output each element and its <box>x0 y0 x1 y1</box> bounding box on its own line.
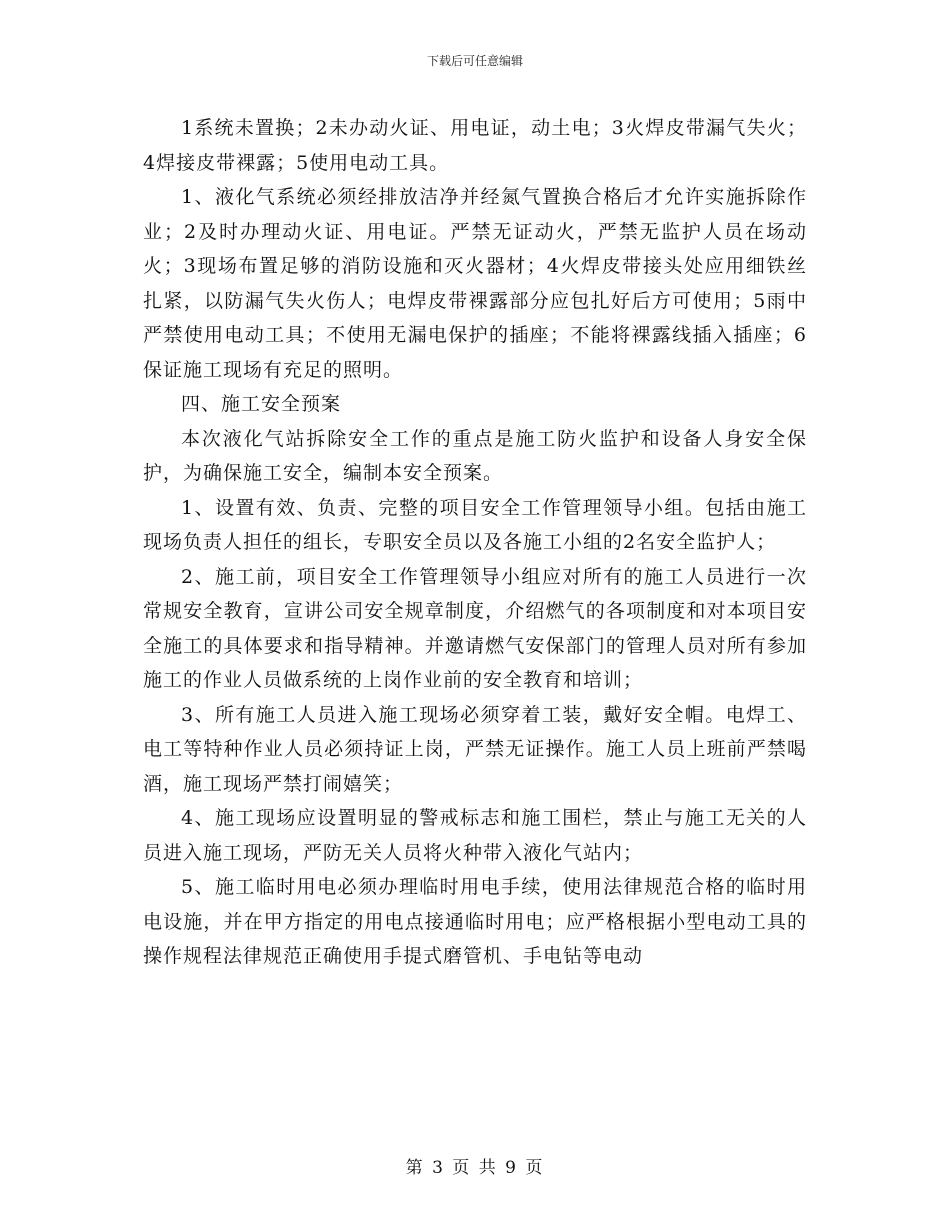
document-body <box>143 111 807 974</box>
paragraph-4: 1、设置有效、负责、完整的项目安全工作管理领导小组。包括由施工现场负责人担任的组长，专职安全员以及各施工小组的2名安全监护人； <box>143 496 807 553</box>
paragraph-2: 1、液化气系统必须经排放洁净并经氮气置换合格后才允许实施拆除作业；2及时办理动火证、用电证。严禁无证动火，严禁无监护人员在场动火；3现场布置足够的消防设施和灭火器材；4火焊皮带接头处应用细铁丝扎紧，以防漏气失火伤人；电焊皮带裸露部分应包扎好后方可使用；5雨中严禁使用电动工具；不使用无漏电保护的插座；不能将裸露线插入插座；6保证施工现场有充足的照明。 <box>143 186 807 381</box>
page-number: 第 3 页 共 9 页 <box>405 1158 545 1178</box>
paragraph-7: 4、施工现场应设置明显的警戒标志和施工围栏，禁止与施工无关的人员进入施工现场，严防无关人员将火种带入液化气站内； <box>143 807 807 864</box>
paragraph-8: 5、施工临时用电必须办理临时用电手续，使用法律规范合格的临时用电设施，并在甲方指定的用电点接通临时用电；应严格根据小型电动工具的操作规程法律规范正确使用手提式磨管机、手电钻等电动 <box>143 876 807 967</box>
paragraph-3: 本次液化气站拆除安全工作的重点是施工防火监护和设备人身安全保护，为确保施工安全，编制本安全预案。 <box>143 427 807 484</box>
paragraph-1: 1系统未置换；2未办动火证、用电证，动土电；3火焊皮带漏气失火；4焊接皮带裸露；5使用电动工具。 <box>143 117 807 174</box>
page-header: 下载后可任意编辑 <box>426 54 523 68</box>
paragraph-6: 3、所有施工人员进入施工现场必须穿着工装，戴好安全帽。电焊工、电工等特种作业人员必须持证上岗，严禁无证操作。施工人员上班前严禁喝酒，施工现场严禁打闹嬉笑； <box>143 703 807 795</box>
section-heading: 四、施工安全预案 <box>181 393 342 415</box>
paragraph-5: 2、施工前，项目安全工作管理领导小组应对所有的施工人员进行一次常规安全教育，宣讲公司安全规章制度，介绍燃气的各项制度和对本项目安全施工的具体要求和指导精神。并邀请燃气安保部门的管理人员对所有参加施工的作业人员做系统的上岗作业前的安全教育和培训； <box>143 565 807 691</box>
